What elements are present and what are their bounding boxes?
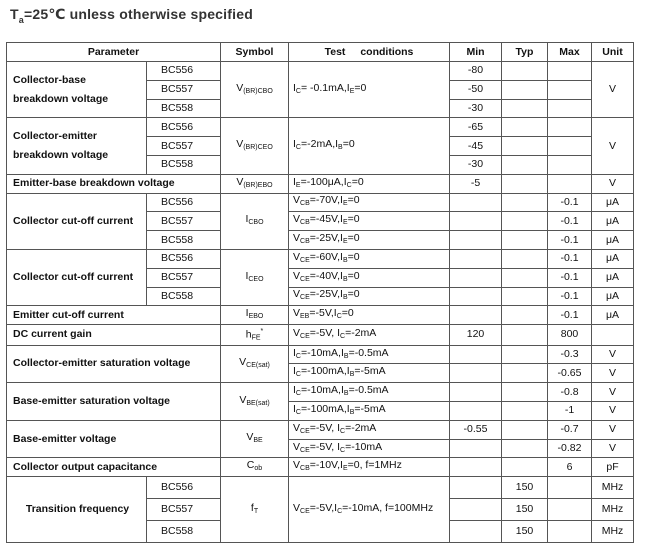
condition-cell: $V_{CB}=-70V,I_E=0$ — [289, 193, 450, 212]
condition-cell: $V_{CE}=-60V,I_B=0$ — [289, 249, 450, 268]
min-cell: 120 — [450, 325, 502, 346]
unit-cell: V — [592, 439, 634, 458]
min-cell: -30 — [450, 155, 502, 174]
condition-cell: $V_{CE}=-5V$, $I_C=-10mA$ — [289, 439, 450, 458]
device-cell: BC557 — [147, 499, 221, 521]
unit-cell: V — [592, 402, 634, 421]
param-vcesat: Collector-emitter saturation voltage — [7, 345, 221, 383]
typ-cell: 150 — [502, 477, 548, 499]
param-icbo: Collector cut-off current — [7, 193, 147, 249]
unit-cell: MHz — [592, 477, 634, 499]
condition-iebo: $V_{EB}=-5V,I_C=0$ — [289, 306, 450, 325]
device-cell: BC556 — [147, 193, 221, 212]
min-cell: -5 — [450, 174, 502, 193]
param-vbesat: Base-emitter saturation voltage — [7, 383, 221, 421]
symbol-cob: $C_{ob}$ — [221, 458, 289, 477]
unit-cell: μA — [592, 193, 634, 212]
min-cell: -50 — [450, 80, 502, 99]
table-row — [7, 118, 634, 137]
max-cell: -0.1 — [548, 287, 592, 306]
max-cell: -0.1 — [548, 249, 592, 268]
typ-cell: 150 — [502, 521, 548, 543]
unit-cell: V — [592, 420, 634, 439]
device-cell: BC558 — [147, 231, 221, 250]
symbol-icbo: $I_{CBO}$ — [221, 193, 289, 249]
min-cell: -45 — [450, 137, 502, 156]
unit-cell: μA — [592, 287, 634, 306]
device-cell: BC556 — [147, 62, 221, 81]
symbol-vcesat: $V_{CE(sat)}$ — [221, 345, 289, 383]
max-cell: -0.1 — [548, 231, 592, 250]
unit-cell: V — [592, 118, 634, 174]
unit-cell: V — [592, 364, 634, 383]
symbol-iebo: $I_{EBO}$ — [221, 306, 289, 325]
param-cbo: Collector-base breakdown voltage — [7, 62, 147, 118]
condition-ceo: $I_C=-2mA,I_B=0$ — [289, 118, 450, 174]
max-cell: -0.8 — [548, 383, 592, 402]
max-cell: 6 — [548, 458, 592, 477]
table-row — [7, 325, 634, 346]
device-cell: BC558 — [147, 99, 221, 118]
max-cell: -1 — [548, 402, 592, 421]
max-cell: -0.1 — [548, 306, 592, 325]
param-cob: Collector output capacitance — [7, 458, 221, 477]
header-parameter: Parameter — [7, 43, 221, 62]
symbol-cbo: $V_{(BR)CBO}$ — [221, 62, 289, 118]
condition-cell: $I_C=-100mA,I_B=-5mA$ — [289, 402, 450, 421]
header-symbol: Symbol — [221, 43, 289, 62]
symbol-ceo: $V_{(BR)CEO}$ — [221, 118, 289, 174]
symbol-vbesat: $V_{BE(sat)}$ — [221, 383, 289, 421]
unit-cell: MHz — [592, 521, 634, 543]
min-cell: -80 — [450, 62, 502, 81]
device-cell: BC557 — [147, 80, 221, 99]
unit-cell: μA — [592, 268, 634, 287]
unit-cell: μA — [592, 231, 634, 250]
header-min: Min — [450, 43, 502, 62]
electrical-characteristics-table — [6, 42, 634, 543]
table-row — [7, 62, 634, 81]
condition-cell: $I_C=-10mA,I_B=-0.5mA$ — [289, 383, 450, 402]
condition-cell: $V_{CE}=-5V$, $I_C=-2mA$ — [289, 420, 450, 439]
max-cell: 800 — [548, 325, 592, 346]
symbol-vbe: $V_{BE}$ — [221, 420, 289, 458]
device-cell: BC556 — [147, 249, 221, 268]
table-row — [7, 383, 634, 402]
table-row — [7, 458, 634, 477]
condition-cell: $V_{CB}=-45V,I_E=0$ — [289, 212, 450, 231]
header-max: Max — [548, 43, 592, 62]
condition-hfe: $V_{CE}=-5V$, $I_C=-2mA$ — [289, 325, 450, 346]
table-row — [7, 477, 634, 499]
unit-cell: V — [592, 345, 634, 364]
symbol-hfe: $h_{FE}^*$ — [221, 325, 289, 346]
table-row — [7, 249, 634, 268]
min-cell: -0.55 — [450, 420, 502, 439]
table-row — [7, 174, 634, 193]
max-cell: -0.3 — [548, 345, 592, 364]
unit-cell: μA — [592, 212, 634, 231]
min-cell: -65 — [450, 118, 502, 137]
max-cell: -0.1 — [548, 193, 592, 212]
header-typ: Typ — [502, 43, 548, 62]
param-ebo: Emitter-base breakdown voltage — [7, 174, 221, 193]
max-cell: -0.7 — [548, 420, 592, 439]
symbol-ft: $f_T$ — [221, 477, 289, 543]
condition-cell: $V_{CB}=-25V,I_E=0$ — [289, 231, 450, 250]
param-ft: Transition frequency — [7, 477, 147, 543]
max-cell: -0.1 — [548, 212, 592, 231]
unit-cell: V — [592, 174, 634, 193]
unit-cell: μA — [592, 249, 634, 268]
param-vbe: Base-emitter voltage — [7, 420, 221, 458]
device-cell: BC557 — [147, 137, 221, 156]
table-row — [7, 306, 634, 325]
unit-cell: V — [592, 383, 634, 402]
symbol-ebo: $V_{(BR)EBO}$ — [221, 174, 289, 193]
unit-cell: pF — [592, 458, 634, 477]
device-cell: BC558 — [147, 287, 221, 306]
condition-ebo: $I_E=-100\mu A,I_C=0$ — [289, 174, 450, 193]
condition-cbo: $I_C= -0.1mA,I_E=0$ — [289, 62, 450, 118]
max-cell: -0.1 — [548, 268, 592, 287]
condition-cell: $I_C=-10mA,I_B=-0.5mA$ — [289, 345, 450, 364]
condition-cell: $V_{CE}=-25V,I_B=0$ — [289, 287, 450, 306]
condition-cell: $V_{CE}=-40V,I_B=0$ — [289, 268, 450, 287]
table-row — [7, 345, 634, 364]
unit-cell: μA — [592, 306, 634, 325]
typ-cell: 150 — [502, 499, 548, 521]
condition-ft: $V_{CE}=-5V,I_C=-10mA$, f=100MHz — [289, 477, 450, 543]
device-cell: BC557 — [147, 268, 221, 287]
min-cell: -30 — [450, 99, 502, 118]
header-unit: Unit — [592, 43, 634, 62]
symbol-iceo: $I_{CEO}$ — [221, 249, 289, 305]
param-hfe: DC current gain — [7, 325, 221, 346]
param-iceo: Collector cut-off current — [7, 249, 147, 305]
condition-cob: $V_{CB}=-10V,I_E=0$, f=1MHz — [289, 458, 450, 477]
table-row — [7, 193, 634, 212]
max-cell: -0.82 — [548, 439, 592, 458]
device-cell: BC558 — [147, 155, 221, 174]
max-cell: -0.65 — [548, 364, 592, 383]
device-cell: BC556 — [147, 118, 221, 137]
condition-cell: $I_C=-100mA,I_B=-5mA$ — [289, 364, 450, 383]
table-row — [7, 420, 634, 439]
header-row — [7, 43, 634, 62]
spec-heading: $T_a=25℃$ unless otherwise specified — [10, 6, 253, 25]
device-cell: BC556 — [147, 477, 221, 499]
unit-cell: V — [592, 62, 634, 118]
header-conditions: Test conditions — [289, 43, 450, 62]
device-cell: BC558 — [147, 521, 221, 543]
param-iebo: Emitter cut-off current — [7, 306, 221, 325]
device-cell: BC557 — [147, 212, 221, 231]
unit-cell: MHz — [592, 499, 634, 521]
param-ceo: Collector-emitter breakdown voltage — [7, 118, 147, 174]
